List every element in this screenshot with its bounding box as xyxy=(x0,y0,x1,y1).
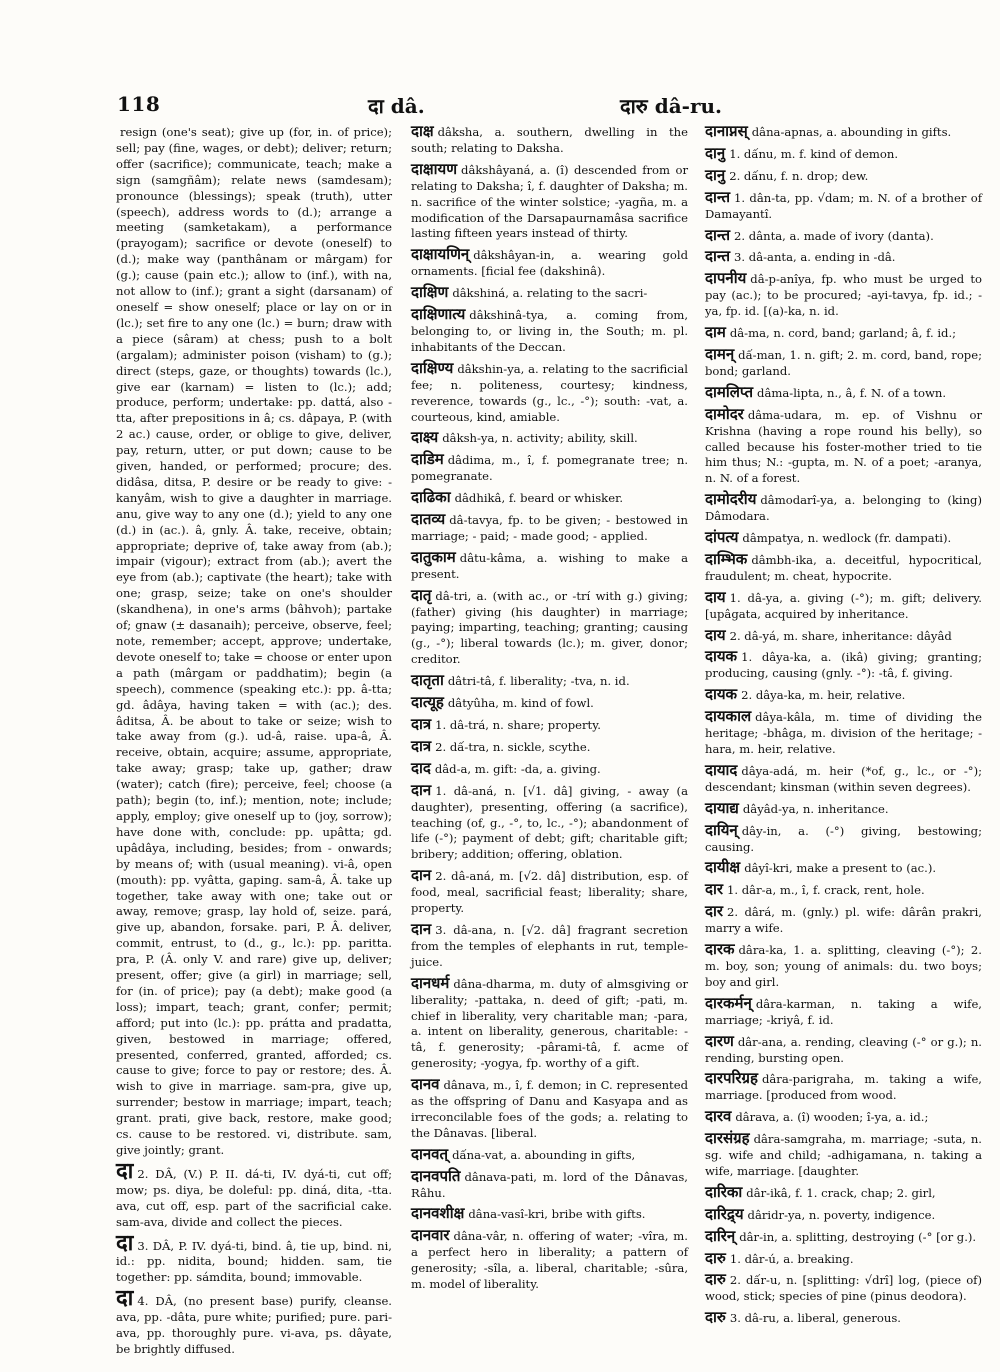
entry-definition: 1. dâ-aná, n. [√1. dâ] giving, - away (a daughter), presenting, offering (a sacrifice), teaching (of, g., -°, to, lc., -°); abandonment of life (-°); payment of debt; gift; charitable gift; bribery; addition; offering, oblation. xyxy=(411,783,688,862)
entry-headword: दारकर्मन् xyxy=(705,993,752,1012)
dictionary-entry xyxy=(705,993,982,1029)
dictionary-entry xyxy=(705,271,982,320)
entry-definition: dâ-tavya, fp. to be given; - bestowed in marriage; - paid; - made good; - applied. xyxy=(411,513,688,543)
dictionary-entry xyxy=(705,820,982,856)
entry-headword: दार xyxy=(705,902,723,921)
entry-definition: dâyî-kri, make a present to (ac.). xyxy=(744,861,937,876)
entry-headword: दातव्य xyxy=(411,510,446,529)
dictionary-entry xyxy=(705,1204,982,1224)
dictionary-entry xyxy=(705,492,982,525)
entry-headword: दायाद्य xyxy=(705,798,739,817)
entry-definition: dâ-tri, a. (with ac., or -trí with g.) giving; (father) giving (his daughter) in marriage; paying; imparting, teaching; granting; causing (g., -°); liberal towards (lc.); m. giver, donor; creditor. xyxy=(411,588,688,667)
entry-definition: 2. dấ-tra, n. sickle, scythe. xyxy=(435,739,591,754)
entry-headword: दानधर्म xyxy=(411,973,450,992)
dictionary-entry xyxy=(411,285,688,302)
column-1 xyxy=(116,124,392,1356)
dictionary-entry xyxy=(411,758,688,778)
entry-headword: दान्त xyxy=(705,187,731,206)
entry-headword: दाडिम xyxy=(411,450,444,469)
entry-definition: 2. dâ-yá, m. share, inheritance: dâyâd xyxy=(729,628,952,643)
entry-headword: दात्यूह xyxy=(411,693,444,712)
entry-headword: दानु xyxy=(705,143,726,162)
entry-definition: dâr-ikâ, f. 1. crack, chap; 2. girl, xyxy=(746,1185,936,1200)
entry-definition: 2. dấr-u, n. [splitting: √drî] log, (piece of) wood, stick; species of pine (pinus deodora). xyxy=(705,1273,982,1304)
entry-definition: 1. dâ-trá, n. share; property. xyxy=(435,718,601,732)
dictionary-entry xyxy=(705,882,982,899)
entry-definition: 1. dấnu, m. f. kind of demon. xyxy=(729,146,899,161)
entry-definition: dâtyûha, m. kind of fowl. xyxy=(447,696,594,711)
dictionary-entry xyxy=(705,709,982,758)
entry-definition: dâra-parigraha, m. taking a wife, marriage. [produced from wood. xyxy=(705,1072,982,1103)
entry-definition: dâ-p-anîya, fp. who must be urged to pay (ac.); to be procured; -ayi-tavya, fp. id.; -ya, fp. id. [(a)-ka, n. id. xyxy=(705,272,982,319)
entry-definition: dâma-udara, m. ep. of Vishnu or Krishna (having a rope round his belly), so called because his foster-mother tried to tie him thus; N.: -gupta, m. N. of a poet; -aranya, n. N. of a forest. xyxy=(705,407,982,486)
entry-definition: dâmbh-ika, a. deceitful, hypocritical, fraudulent; m. cheat, hypocrite. xyxy=(705,552,982,583)
entry-definition: dâr-ana, a. rending, cleaving (-° or g.); n. rending, bursting open. xyxy=(705,1034,982,1065)
entry-headword: दायक xyxy=(705,685,738,704)
entry-definition: dâmodarî-ya, a. belonging to (king) Dâmodara. xyxy=(705,493,982,524)
dictionary-entry xyxy=(705,225,982,245)
entry-headword: दानव xyxy=(411,1075,440,1094)
entry-headword: दांपत्य xyxy=(705,528,739,547)
entry-headword: दारिद्र्य xyxy=(705,1204,744,1223)
entry-definition: dâkshâyaná, a. (î) descended from or relating to Daksha; î, f. daughter of Daksha; m. n. sacrifice of the winter solstice; -yagña, m. a modification of the Darsapaurnamâsa sacrifice lasting fifteen years instead of thirty. xyxy=(411,162,688,241)
column-3 xyxy=(705,124,982,1348)
entry-definition: 1. dân-ta, pp. √dam; m. N. of a brother of Damayantî. xyxy=(705,190,982,221)
entry-definition: 3. dâ-ana, n. [√2. dâ] fragrant secretion from the temples of elephants in rut, temple-juice. xyxy=(411,922,688,969)
entry-headword: दायिन् xyxy=(705,820,738,839)
entry-headword: दाक्षिण्य xyxy=(411,358,454,377)
entry-definition: dâr-in, a. splitting, destroying (-° [or g.). xyxy=(739,1229,977,1244)
entry-definition: 2. DÂ, (V.) P. II. dá-ti, IV. dyá-ti, cut off; mow; ps. diya, be doleful: pp. diná, dita, -tta. ava, cut off, esp. part of the sacrificial cake. sam-ava, divide and collect the pieces. xyxy=(116,1166,392,1229)
entry-headword: दार xyxy=(705,880,723,899)
entry-headword: दाद xyxy=(411,758,431,777)
dictionary-entry xyxy=(705,187,982,223)
dictionary-entry xyxy=(705,1272,982,1305)
entry-headword: दारक xyxy=(705,940,735,959)
entry-definition: dâna-vasî-kri, bribe with gifts. xyxy=(468,1207,646,1222)
dictionary-entry xyxy=(705,625,982,645)
dictionary-entry xyxy=(411,430,688,447)
entry-headword: दायकाल xyxy=(705,707,752,726)
entry-definition: 1. dâr-ú, a. breaking. xyxy=(729,1251,854,1266)
entry-definition: dâra-samgraha, m. marriage; -suta, n. sg. wife and child; -adhigamana, n. taking a wife, marriage. [daughter. xyxy=(705,1132,982,1178)
dictionary-entry xyxy=(705,942,982,991)
dictionary-entry xyxy=(411,452,688,485)
dictionary-entry xyxy=(411,547,688,583)
entry-headword: दान xyxy=(411,919,432,938)
dictionary-entry xyxy=(705,860,982,877)
entry-headword: दाक्षिणात्य xyxy=(411,305,466,324)
entry-definition: 3. dâ-anta, a. ending in -dâ. xyxy=(734,250,896,265)
entry-definition: dâtu-kâma, a. wishing to make a present. xyxy=(411,550,688,581)
entry-definition: dânava-pati, m. lord of the Dânavas, Râhu. xyxy=(411,1169,688,1200)
entry-headword: दारिन् xyxy=(705,1226,736,1245)
dictionary-entry xyxy=(705,1109,982,1126)
dictionary-entry xyxy=(411,1228,688,1293)
entry-definition: 1. dâr-a, m., î, f. crack, rent, hole. xyxy=(727,883,925,898)
dictionary-entry xyxy=(411,124,688,157)
entry-definition: 3. dâ-ru, a. liberal, generous. xyxy=(729,1311,901,1326)
entry-headword: दा xyxy=(116,1157,134,1184)
entry-definition: dâyâd-ya, n. inheritance. xyxy=(742,801,889,816)
entry-definition: dâtri-tâ, f. liberality; -tva, n. id. xyxy=(447,674,630,689)
dictionary-entry xyxy=(705,165,982,185)
entry-definition: 2. dâya-ka, m. heir, relative. xyxy=(741,688,906,703)
running-head-left: दा dâ. xyxy=(368,94,425,118)
entry-headword: दाढिका xyxy=(411,488,451,507)
entry-headword: दारु xyxy=(705,1308,726,1327)
dictionary-entry xyxy=(411,736,688,756)
dictionary-entry xyxy=(411,585,688,669)
entry-headword: दातृ xyxy=(411,585,432,604)
entry-definition: dâdhikâ, f. beard or whisker. xyxy=(454,491,624,506)
entry-headword: दापनीय xyxy=(705,269,747,288)
dictionary-entry xyxy=(705,530,982,547)
entry-definition: dâdima, m., î, f. pomegranate tree; n. pomegranate. xyxy=(411,453,688,484)
entry-definition: dâna-dharma, m. duty of almsgiving or liberality; -pattaka, n. deed of gift; -pati, m. chief in liberality, very charitable man; -para, a. intent on liberality, generous, charitable: -tâ, f. generosity; -pârami-tâ, f. acme of generosity; -yogya, fp. worthy of a gift. xyxy=(411,976,688,1071)
entry-definition: dâd-a, m. gift: -da, a. giving. xyxy=(434,761,601,776)
dictionary-entry xyxy=(705,760,982,796)
entry-definition: dâya-adá, m. heir (*of, g., lc., or -°); descendant; kinsman (within seven degrees). xyxy=(705,763,982,794)
entry-headword: दा xyxy=(116,1285,134,1312)
entry-headword: दायक xyxy=(705,647,738,666)
dictionary-entry xyxy=(705,1310,982,1327)
entry-headword: दाम्भिक xyxy=(705,549,748,568)
dictionary-entry xyxy=(705,143,982,163)
entry-definition: dâridr-ya, n. poverty, indigence. xyxy=(747,1207,936,1222)
entry-definition: 2. dârá, m. (gnly.) pl. wife: dârân prakri, marry a wife. xyxy=(705,905,982,936)
dictionary-entry xyxy=(705,1031,982,1067)
entry-headword: दामोदरीय xyxy=(705,490,757,509)
entry-definition: 2. dâ-aná, m. [√2. dâ] distribution, esp. of food, meal, sacrificial feast; liberality; share, property. xyxy=(411,869,688,916)
entry-headword: दाक्षायणिन् xyxy=(411,245,470,264)
dictionary-entry xyxy=(411,307,688,356)
entry-definition: dâna-vâr, n. offering of water; -vîra, m. a perfect hero in liberality; a pattern of generosity; -sîla, a. liberal, charitable; -sûra, m. model of liberality. xyxy=(411,1229,688,1292)
entry-definition: 1. dâya-ka, a. (ikâ) giving; granting; producing, causing (gnly. -°): -tâ, f. giving. xyxy=(705,650,982,681)
dictionary-entry xyxy=(411,247,688,280)
dictionary-entry xyxy=(411,717,688,734)
entry-headword: दातुकाम xyxy=(411,547,456,566)
entry-definition: 2. dânta, a. made of ivory (danta). xyxy=(734,228,934,243)
dictionary-entry xyxy=(411,512,688,545)
running-head-right: दारु dâ-ru. xyxy=(620,94,723,118)
entry-headword: दायीक्ष xyxy=(705,858,741,877)
dictionary-entry xyxy=(116,1285,392,1358)
entry-definition: dâksh-ya, n. activity; ability, skill. xyxy=(442,431,638,446)
entry-definition: dâkshinâ-tya, a. coming from, belonging to, or living in, the South; m. pl. inhabitants of the Deccan. xyxy=(411,308,688,354)
entry-definition: dây-in, a. (-°) giving, bestowing; causing. xyxy=(705,823,982,854)
dictionary-entry xyxy=(705,325,982,342)
entry-headword: दामलिप्त xyxy=(705,382,754,401)
entry-definition: dâkshâyan-in, a. wearing gold ornaments. [ficial fee (dakshinâ). xyxy=(411,248,688,279)
page-number: 118 xyxy=(117,92,161,116)
entry-headword: दानवत् xyxy=(411,1144,449,1163)
entry-headword: दाय xyxy=(705,587,726,606)
entry-headword: दानु xyxy=(705,165,726,184)
entry-definition: 3. DÂ, P. IV. dyá-ti, bind. â, tie up, bind. ni, id.: pp. nidita, bound; hidden. sam, tie together: pp. sámdita, bound; immovable. xyxy=(116,1238,392,1285)
entry-headword: दानवशीक्ष xyxy=(411,1204,465,1223)
column-2 xyxy=(411,124,688,1348)
dictionary-entry xyxy=(411,358,688,426)
entry-headword: दामन् xyxy=(705,344,735,363)
entry-headword: दारसंग्रह xyxy=(705,1129,750,1148)
dictionary-entry xyxy=(705,249,982,266)
dictionary-entry xyxy=(705,382,982,402)
dictionary-entry xyxy=(411,673,688,690)
dictionary-entry xyxy=(705,1071,982,1104)
entry-headword: दान xyxy=(411,780,432,799)
dictionary-entry xyxy=(411,490,688,507)
entry-headword: दाक्ष्य xyxy=(411,428,439,447)
dictionary-entry xyxy=(116,124,392,1159)
entry-headword: दाक्षिण xyxy=(411,283,449,302)
entry-definition: 4. DÂ, (no present base) purify, cleanse. ava, pp. -dâta, pure white; purified; pure. pari-ava, pp. thoroughly pure. vi-ava, ps. dâyate, be brightly diffused. xyxy=(116,1294,392,1356)
entry-definition: dâksha, a. southern, dwelling in the south; relating to Daksha. xyxy=(411,125,688,155)
entry-definition: dâkshiná, a. relating to the sacri- xyxy=(452,286,648,301)
entry-headword: दाक्षायण xyxy=(411,159,458,178)
entry-definition: 2. dấnu, f. n. drop; dew. xyxy=(729,168,869,183)
dictionary-entry xyxy=(411,1144,688,1164)
dictionary-entry xyxy=(705,344,982,380)
entry-definition: dấ-man, 1. n. gift; 2. m. cord, band, rope; bond; garland. xyxy=(705,347,982,378)
entry-headword: दारव xyxy=(705,1107,732,1126)
dictionary-entry xyxy=(116,1229,392,1287)
entry-definition: dâra-karman, n. taking a wife, marriage; -kriyâ, f. id. xyxy=(705,996,982,1027)
dictionary-entry xyxy=(705,1131,982,1180)
entry-headword: दाम xyxy=(705,323,726,342)
entry-headword: दातृता xyxy=(411,671,444,690)
entry-headword: दानाप्नस् xyxy=(705,122,748,140)
entry-definition: resign (one's seat); give up (for, in. of price); sell; pay (fine, wages, or debt); deliver; return; offer (sacrifice); communicate, teach; make a sign (samgñâm); relate news (samdesam); pronounce (blessings); speak (truth), utter (speech), address words to (d.); arrange a meeting (samketakam), a performance (prayogam); sacrifice or devote (oneself) to (d.); make way (panthânam or mârgam) for (g.); cause (pain etc.); allow to (inf.), with na, not allow to (inf.); grant a sight (darsanam) of oneself = show oneself; place or lay on or in (lc.); set fire to any one (lc.) = burn; draw with a piece (sâram) at chess; push to a bolt (argalam); administer poison (visham) to (g.); direct (steps, gaze, or thoughts) towards (lc.), give ear (karnam) = listen to (lc.); add; produce, perform; undertake: pp. dattá, also -tta, after prepositions in â; cs. dâpaya, P. (with 2 ac.) cause, order, or oblige to give, deliver, pay, return, utter, or put down; cause to be given, handed, or performed; procure; des. didâsa, ditsa, P. desire or be ready to give: - kanyâm, wish to give a daughter in marriage. anu, give way to any one (d.); yield to any one (d.) in (ac.). â, gnly. Â. take, receive, obtain; appropriate; deprive of, take away from (ab.); impair (vigour); extract from (ab.); avert the eye from (ab.); captivate (the heart); take with one; grasp, seize; take on one's shoulder (skandhena), in one's arms (bâhvoh); partake of; gnaw (± dasanaih); perceive, observe, feel; note, remember; accept, approve; undertake, devote oneself to; take = choose or enter upon a path (mârgam or paddhatim); begin (a speech), commence (speaking etc.): pp. â-tta; gd. âdâya, having taken = with (ac.); des. âditsa, Â. be about to take or seize; wish to take away from (g.). ud-â, raise. upa-â, Â. receive, obtain, acquire; assume, appropriate, take away; grasp; take up, gather; draw (water); catch (fire); perceive, feel; choose (a path); begin (to, inf.); mention, note; include; apply, employ; give oneself up to (joy, sorrow); have done with, conclude: pp. upâtta; gd. upâdâya, including, besides; from - onwards; by means of; with (usual meaning). vi-â, open (mouth): pp. vyâtta, gaping. sam-â, Â. take up together, take away with one; take out or away, remove; grasp, lay hold of, seize. pará, give up, abandon, forsake. pari, P. Â. deliver, commit, entrust, to (d., g., lc.): pp. paritta. pra, P. (Â. only V. and rare) give up, deliver; present, offer; give (a girl) in marriage; sell, for (in. of price); pay (a debt); make good (a loss); impart, teach; grant, confer; permit; afford; put into (lc.): pp. prátta and pradatta, given, bestowed in marriage; offered, presented, conferred, granted, afforded; cs. cause to give; force to pay or restore; des. Â. wish to give in marriage. sam-pra, give up, surrender; bestow in marriage; impart, teach; grant. prati, give back, restore, make good; cs. cause to be restored. vi, distribute. sam, give jointly; grant. xyxy=(116,125,392,1157)
entry-headword: दानवपति xyxy=(411,1166,461,1185)
entry-definition: dâra-ka, 1. a. splitting, cleaving (-°); 2. m. boy, son; young of animals: du. two boys; boy and girl. xyxy=(705,943,982,989)
dictionary-entry xyxy=(411,159,688,243)
dictionary-entry xyxy=(705,587,982,623)
dictionary-entry xyxy=(411,973,688,1072)
entry-headword: दात्र xyxy=(411,715,432,733)
entry-headword: दा xyxy=(116,1229,134,1256)
dictionary-entry xyxy=(116,1157,392,1231)
entry-definition: dâmpatya, n. wedlock (fr. dampati). xyxy=(742,531,952,546)
entry-headword: दात्र xyxy=(411,736,432,755)
dictionary-entry xyxy=(705,904,982,937)
entry-definition: dâma-lipta, n., â, f. N. of a town. xyxy=(757,385,947,400)
entry-headword: दारण xyxy=(705,1031,734,1050)
dictionary-entry xyxy=(705,124,982,141)
dictionary-entry xyxy=(705,549,982,585)
entry-definition: dấna-vat, a. abounding in gifts, xyxy=(452,1147,636,1162)
dictionary-entry xyxy=(705,1226,982,1246)
dictionary-entry xyxy=(705,649,982,682)
entry-definition: dârava, a. (î) wooden; î-ya, a. id.; xyxy=(735,1110,929,1125)
dictionary-entry xyxy=(411,780,688,864)
dictionary-entry xyxy=(411,695,688,712)
dictionary-entry xyxy=(705,404,982,488)
dictionary-entry xyxy=(705,798,982,818)
entry-headword: दाक्ष xyxy=(411,122,434,140)
entry-headword: दान्त xyxy=(705,247,731,266)
entry-headword: दामोदर xyxy=(705,404,744,423)
entry-headword: दारु xyxy=(705,1270,726,1289)
entry-headword: दारु xyxy=(705,1248,726,1267)
entry-definition: dânava, m., î, f. demon; in C. represented as the offspring of Danu and Kasyapa and as irreconcilable foes of the gods; a. relating to the Dânavas. [liberal. xyxy=(411,1078,688,1140)
dictionary-entry xyxy=(705,687,982,704)
entry-headword: दारिका xyxy=(705,1182,743,1201)
entry-headword: दानवार xyxy=(411,1226,450,1245)
entry-headword: दान xyxy=(411,866,432,885)
entry-headword: दारपरिग्रह xyxy=(705,1069,758,1088)
dictionary-entry xyxy=(411,1206,688,1223)
entry-headword: दायाद xyxy=(705,760,738,779)
dictionary-entry xyxy=(705,1182,982,1202)
dictionary-entry xyxy=(705,1248,982,1268)
entry-definition: 1. dâ-ya, a. giving (-°); m. gift; delivery. [upâgata, acquired by inheritance. xyxy=(705,590,982,621)
dictionary-entry xyxy=(411,1166,688,1202)
entry-headword: दाय xyxy=(705,625,726,644)
entry-definition: dâkshin-ya, a. relating to the sacrificial fee; n. politeness, courtesy; kindness, reverence, towards (g., lc., -°); south: -vat, a. courteous, kind, amiable. xyxy=(411,361,688,424)
dictionary-entry xyxy=(411,1077,688,1142)
dictionary-entry xyxy=(411,919,688,971)
dictionary-entry xyxy=(411,868,688,917)
entry-headword: दान्त xyxy=(705,225,731,244)
entry-definition: dâna-apnas, a. abounding in gifts. xyxy=(751,125,952,139)
entry-definition: dâ-ma, n. cord, band; garland; â, f. id.; xyxy=(729,326,957,341)
entry-definition: dâya-kâla, m. time of dividing the heritage; -bhâga, m. division of the heritage; -hara, m. heir, relative. xyxy=(705,710,982,756)
